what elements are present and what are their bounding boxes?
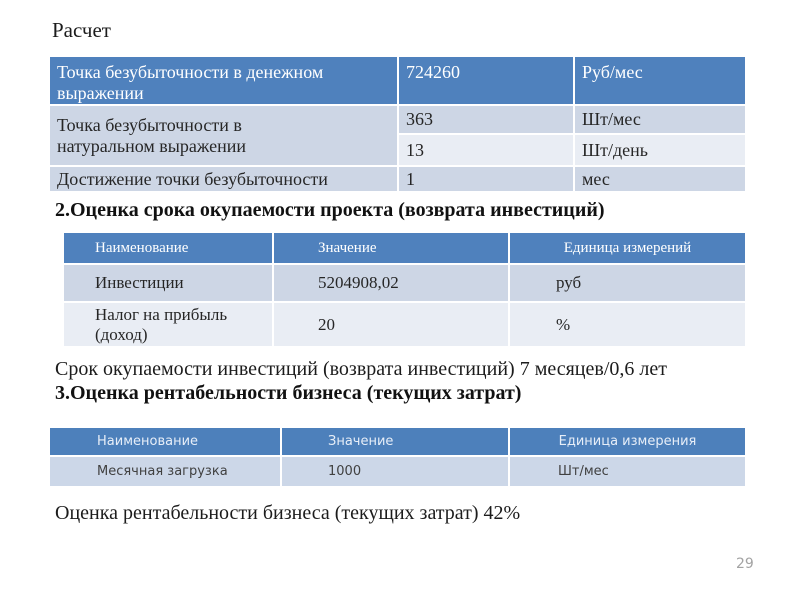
tax-value: 20	[273, 302, 509, 347]
profitability-header-name: Наименование	[49, 427, 281, 456]
payback-header-unit: Единица измерений	[509, 232, 746, 264]
page-number: 29	[736, 556, 754, 572]
breakeven-natural-day-unit: Шт/день	[574, 134, 746, 166]
investments-value: 5204908,02	[273, 264, 509, 302]
payback-result-text: Срок окупаемости инвестиций (возврата инвестиций) 7 месяцев/0,6 лет	[55, 358, 667, 380]
table-header-row	[49, 427, 746, 456]
tax-label: Налог на прибыль (доход)	[63, 302, 273, 347]
section2-heading: 2.Оценка срока окупаемости проекта (возврата инвестиций)	[55, 199, 605, 221]
table-row	[49, 56, 746, 105]
slide-title: Расчет	[52, 18, 111, 42]
investments-unit: руб	[509, 264, 746, 302]
breakeven-table	[48, 55, 747, 193]
monthly-load-unit: Шт/мес	[509, 456, 746, 487]
monthly-load-label: Месячная загрузка	[49, 456, 281, 487]
profitability-result-text: Оценка рентабельности бизнеса (текущих затрат) 42%	[55, 502, 521, 524]
table-row	[63, 264, 746, 302]
section3-heading: 3.Оценка рентабельности бизнеса (текущих затрат)	[55, 382, 522, 404]
table-header-row	[63, 232, 746, 264]
profitability-table	[48, 426, 747, 488]
breakeven-natural-label: Точка безубыточности в натуральном выражении	[49, 105, 398, 166]
breakeven-natural-month-unit: Шт/мес	[574, 105, 746, 134]
breakeven-money-label: Точка безубыточности в денежном выражении	[49, 56, 398, 105]
profitability-header-value: Значение	[281, 427, 509, 456]
profitability-header-unit: Единица измерения	[509, 427, 746, 456]
breakeven-natural-day-value: 13	[398, 134, 574, 166]
payback-header-value: Значение	[273, 232, 509, 264]
investments-label: Инвестиции	[63, 264, 273, 302]
breakeven-natural-month-value: 363	[398, 105, 574, 134]
table-row	[49, 105, 746, 134]
table-row	[49, 456, 746, 487]
payback-header-name: Наименование	[63, 232, 273, 264]
breakeven-money-value: 724260	[398, 56, 574, 105]
table-row	[63, 302, 746, 347]
payback-table	[62, 231, 747, 348]
breakeven-money-unit: Руб/мес	[574, 56, 746, 105]
breakeven-reach-label: Достижение точки безубыточности	[49, 166, 398, 192]
breakeven-reach-value: 1	[398, 166, 574, 192]
table-row	[49, 166, 746, 192]
breakeven-reach-unit: мес	[574, 166, 746, 192]
tax-unit: %	[509, 302, 746, 347]
monthly-load-value: 1000	[281, 456, 509, 487]
